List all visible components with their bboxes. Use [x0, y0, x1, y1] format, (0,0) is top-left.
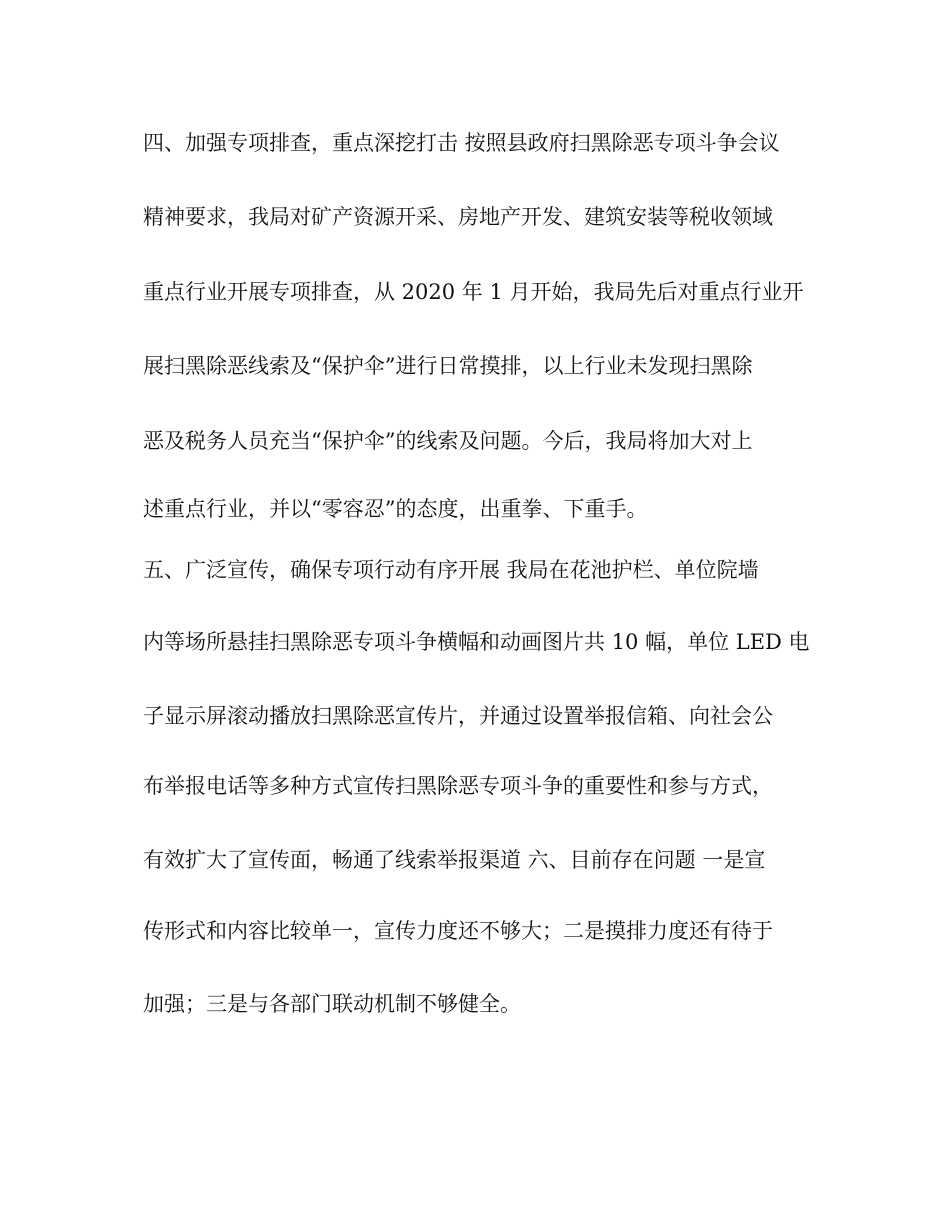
text-line-7: 五、广泛宣传，确保专项行动有序开展 我局在花池护栏、单位院墙 — [143, 558, 759, 582]
text-line-6: 述重点行业，并以“零容忍”的态度，出重拳、下重手。 — [143, 497, 648, 521]
text-line-10: 布举报电话等多种方式宣传扫黑除恶专项斗争的重要性和参与方式， — [143, 774, 773, 798]
text-line-4: 展扫黑除恶线索及“保护伞”进行日常摸排，以上行业未发现扫黑除 — [143, 354, 753, 378]
text-line-11: 有效扩大了宣传面，畅通了线索举报渠道 六、目前存在问题 一是宣 — [143, 848, 766, 872]
text-line-5: 恶及税务人员充当“保护伞”的线索及问题。今后，我局将加大对上 — [143, 429, 753, 453]
text-line-13: 加强；三是与各部门联动机制不够健全。 — [143, 992, 521, 1016]
text-line-1: 四、加强专项排查，重点深挖打击 按照县政府扫黑除恶专项斗争会议 — [143, 131, 780, 155]
text-line-3: 重点行业开展专项排查，从 2020 年 1 月开始，我局先后对重点行业开 — [143, 280, 804, 304]
text-line-2: 精神要求，我局对矿产资源开采、房地产开发、建筑安装等税收领域 — [143, 205, 773, 229]
text-line-12: 传形式和内容比较单一，宣传力度还不够大；二是摸排力度还有待于 — [143, 919, 773, 943]
text-line-8: 内等场所悬挂扫黑除恶专项斗争横幅和动画图片共 10 幅，单位 LED 电 — [143, 630, 810, 654]
text-line-9: 子显示屏滚动播放扫黑除恶宣传片，并通过设置举报信箱、向社会公 — [143, 704, 773, 728]
